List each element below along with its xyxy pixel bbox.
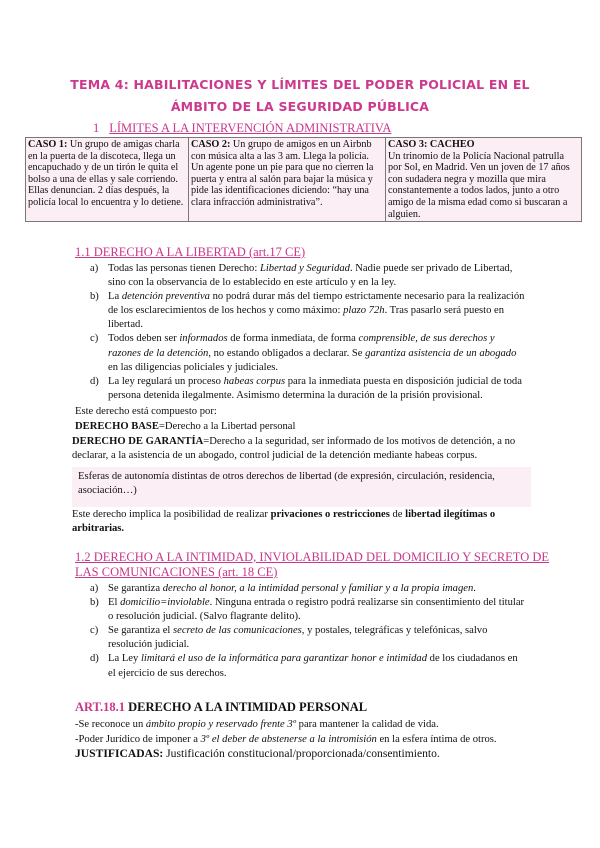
list-item bbox=[75, 624, 525, 652]
item-text: . Nadie puede ser privado de Libertad, sino con la observancia de lo establecido en este artículo y en la ley. bbox=[108, 263, 513, 289]
list-marker: d) bbox=[90, 375, 99, 387]
item-text: . bbox=[473, 583, 476, 594]
section-1-number: 1 bbox=[93, 121, 100, 135]
case-2-label: CASO 2: bbox=[191, 139, 231, 150]
derecho-garantia-line bbox=[72, 435, 532, 463]
item-text: , no estando obligados a declarar. Se bbox=[208, 347, 366, 359]
item-text: . Ninguna entrada o registro podrá realizarse sin consentimiento del titular o resolución judicial. (Salvo flagrante delito). bbox=[108, 597, 525, 623]
compuesto-line: Este derecho está compuesto por: bbox=[75, 406, 217, 417]
list-item bbox=[75, 262, 525, 290]
item-text: no podrá durar más del tiempo estrictamente necesario para la realización de los esclarecimientos de los hechos y como máximo: bbox=[108, 291, 525, 317]
item-text: , y postales, telegráficas y telefónicas, salvo resolución judicial. bbox=[108, 625, 488, 651]
cases-table bbox=[25, 137, 582, 222]
item-text: para la inmediata puesta en disposición judicial de toda persona detenida ilegalmente. Asimismo determina la duración de la prisión provisional. bbox=[108, 375, 522, 401]
derecho-base-line bbox=[75, 420, 530, 434]
art-text: -Se reconoce un bbox=[75, 719, 146, 730]
item-text: Todos deben ser bbox=[108, 333, 180, 345]
implica-bold: privaciones o restricciones bbox=[270, 509, 390, 520]
list-item bbox=[75, 652, 525, 680]
document-title-line-1: TEMA 4: HABILITACIONES Y LÍMITES DEL PODER POLICIAL EN EL bbox=[70, 77, 530, 92]
item-text: de los ciudadanos en el ejercicio de sus derechos. bbox=[108, 653, 518, 679]
art-18-1-heading bbox=[75, 700, 367, 715]
list-item bbox=[75, 375, 525, 403]
item-emphasis: limitará el uso de la informática para garantizar honor e intimidad bbox=[140, 653, 427, 665]
item-text: Se garantiza bbox=[108, 583, 163, 594]
case-3-label: CASO 3: CACHEO bbox=[388, 139, 475, 150]
item-text: La bbox=[108, 291, 122, 303]
document-title-line-2: ÁMBITO DE LA SEGURIDAD PÚBLICA bbox=[170, 99, 430, 114]
case-1-cell bbox=[26, 138, 189, 222]
derecho-base-text: =Derecho a la Libertad personal bbox=[158, 421, 296, 432]
list-item bbox=[75, 290, 525, 332]
item-text: . Tras pasarlo será puesto en libertad. bbox=[108, 305, 505, 331]
art-text: en la esfera íntima de otros. bbox=[376, 734, 497, 745]
list-item bbox=[75, 596, 525, 624]
item-emphasis: secreto de las comunicaciones bbox=[173, 625, 302, 637]
item-emphasis: domicilio=inviolable bbox=[120, 597, 210, 609]
case-1-text: Un grupo de amigas charla en la puerta de la discoteca, llega un encapuchado y de un tirón le quita el bolso a una de ellas y sale corriendo. Ellas denuncian. 2 días después, la policía local lo encuentra y lo detiene. bbox=[28, 139, 184, 208]
item-emphasis: Libertad y Seguridad bbox=[259, 263, 350, 274]
art-18-1-label: ART.18.1 bbox=[75, 700, 126, 714]
implica-bold: libertad ilegítimas o arbitrarias. bbox=[72, 509, 496, 535]
justificadas-text: Justificación constitucional/proporcionada/consentimiento. bbox=[163, 747, 440, 760]
list-marker: b) bbox=[90, 597, 99, 609]
art-line-3 bbox=[75, 747, 545, 761]
list-item bbox=[75, 582, 525, 596]
art-text: -Poder Jurídico de imponer a bbox=[75, 734, 201, 745]
item-text: La ley regulará un proceso bbox=[108, 375, 224, 387]
case-2-text: Un grupo de amigos en un Airbnb con música alta a las 3 am. Llega la policía. Un agente pone un pie para que no cierren la puerta y entra al salón para bajar la música y pide las identificaciones diciendo: “hay una clara infracción administrativa”. bbox=[191, 139, 374, 208]
implica-line bbox=[72, 508, 532, 536]
list-marker: b) bbox=[90, 291, 99, 303]
list-marker: c) bbox=[90, 333, 99, 345]
item-text: en las diligencias policiales y judiciales. bbox=[108, 361, 279, 373]
art-line-1 bbox=[75, 718, 545, 732]
art-18-1-title: DERECHO A LA INTIMIDAD PERSONAL bbox=[125, 700, 368, 714]
implica-text: de bbox=[389, 509, 406, 520]
implica-text: Este derecho implica la posibilidad de realizar bbox=[72, 509, 271, 520]
cases-row bbox=[26, 138, 582, 222]
item-emphasis: plazo 72h bbox=[343, 305, 385, 317]
section-1-title: LÍMITES A LA INTERVENCIÓN ADMINISTRATIVA bbox=[109, 121, 392, 135]
art-emphasis: ámbito propio y reservado frente 3º bbox=[145, 719, 296, 730]
item-emphasis: informados bbox=[179, 333, 228, 345]
case-2-cell bbox=[189, 138, 386, 222]
item-text: La Ley bbox=[108, 653, 141, 665]
item-emphasis: habeas corpus bbox=[223, 375, 286, 387]
item-text: Todas las personas tienen Derecho: bbox=[108, 263, 260, 274]
highlight-box: Esferas de autonomía distintas de otros derechos de libertad (de expresión, circulación, residencia, asociación…) bbox=[72, 467, 531, 507]
item-text: Se garantiza el bbox=[108, 625, 174, 637]
section-1-2-heading: 1.2 DERECHO A LA INTIMIDAD, INVIOLABILIDAD DEL DOMICILIO Y SECRETO DE LAS COMUNICACIONES (art. 18 CE) bbox=[75, 550, 550, 579]
list-marker: a) bbox=[90, 263, 99, 274]
list-marker: d) bbox=[90, 653, 99, 665]
justificadas-label: JUSTIFICADAS: bbox=[75, 747, 164, 760]
list-item bbox=[75, 332, 525, 374]
derecho-garantia-text: =Derecho a la seguridad, ser informado de los motivos de detención, a no declarar, a la asistencia de un abogado, control judicial de la detención mediante habeas corpus. bbox=[72, 436, 516, 462]
section-1-1-list bbox=[75, 262, 525, 403]
case-3-text: Un trinomio de la Policía Nacional patrulla por Sol, en Madrid. Ven un joven de 17 años con sudadera negra y mozilla que mira constantemente a todos lados, junto a otro amigo de la misma edad como si buscaran a alguien. bbox=[388, 150, 570, 220]
derecho-base-label: DERECHO BASE bbox=[75, 421, 159, 432]
section-1-2-list bbox=[75, 582, 525, 681]
item-emphasis: garantiza asistencia de un abogado bbox=[365, 347, 517, 359]
item-emphasis: detención preventiva bbox=[121, 291, 210, 303]
case-1-label: CASO 1: bbox=[28, 139, 68, 150]
item-text: de forma inmediata, de forma bbox=[227, 333, 359, 345]
list-marker: c) bbox=[90, 625, 99, 637]
item-emphasis: derecho al honor, a la intimidad personal y familiar y a la propia imagen bbox=[162, 583, 474, 594]
list-marker: a) bbox=[90, 583, 99, 594]
section-1-heading bbox=[93, 121, 391, 136]
derecho-garantia-label: DERECHO DE GARANTÍA bbox=[72, 436, 204, 447]
section-1-1-heading: 1.1 DERECHO A LA LIBERTAD (art.17 CE) bbox=[75, 245, 306, 259]
case-3-cell bbox=[386, 138, 582, 222]
item-emphasis: comprensible, de sus derechos y razones de la detención bbox=[108, 333, 495, 359]
art-line-2 bbox=[75, 733, 545, 747]
art-emphasis: 3º el deber de abstenerse a la intromisión bbox=[200, 734, 377, 745]
art-text: para mantener la calidad de vida. bbox=[296, 719, 439, 730]
item-text: El bbox=[108, 597, 121, 609]
